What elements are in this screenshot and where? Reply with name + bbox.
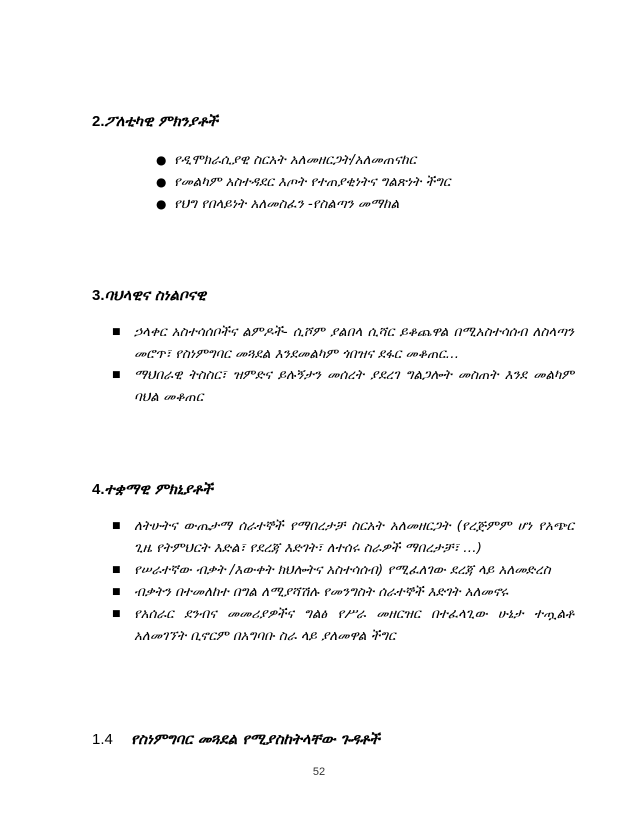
list-item-text: የህግ የበላይነት አለመስፈን -የስልጣን መማከል (174, 196, 400, 212)
list-item-text: የአሰራር ደንብና መመሪያዎችና ግልፅ የሥራ መዘርዝር በተፈላጊው ሁኔታ ተጧልቶ አለመገኘት ቢኖርም በአግባቡ ስራ ላይ ያለመዋል ችግር (134, 606, 574, 644)
bullet-icon: ■ (112, 565, 121, 575)
section-3-heading (92, 286, 206, 304)
section-2-number: 2. (92, 113, 105, 130)
list-item-text: የሠራተኛው ብቃት /እውቀት ክህሎትና አስተሳሰብ) የሚፈለገው ደረጃ ላይ አለመድረስ (134, 562, 551, 578)
section-4-title: ተቋማዊ ምክኒያቶች (104, 480, 213, 498)
bullet-icon: ● (156, 153, 167, 167)
list-item (156, 171, 559, 193)
list-item (112, 322, 574, 365)
bullet-icon: ■ (112, 609, 121, 619)
section-4-list (112, 515, 574, 647)
section-3-list (112, 322, 574, 408)
bullet-icon: ■ (112, 370, 121, 380)
list-item (112, 515, 574, 559)
section-2-title: ፖለቲካዊ ምክንያቶች (104, 112, 218, 130)
bullet-icon: ■ (112, 327, 121, 337)
list-item (156, 193, 559, 215)
list-item (156, 149, 559, 171)
list-item (112, 559, 574, 581)
list-item-text: የዲሞክራሲያዊ ስርአት አለመዘርጋት/አለመጠናከር (174, 152, 417, 168)
section-2-heading (92, 112, 218, 130)
bullet-icon: ● (156, 197, 167, 211)
subsection-number: 1.4 (92, 731, 113, 748)
list-item (112, 581, 574, 603)
bullet-icon: ■ (112, 587, 121, 597)
list-item-text: ብቃትን በተመለከተ በግል ለሚያሻሽሉ የመንግስት ሰራተኞች እድገት አለመኖሩ (134, 584, 508, 600)
subsection-title: የስነምግባር መጓደል የሚያስከትላቸው ጉዳቶች (130, 730, 380, 748)
list-item (112, 365, 574, 408)
section-2-list (156, 149, 559, 215)
bullet-icon: ● (156, 175, 167, 189)
page-number: 52 (312, 766, 326, 778)
subsection-heading (92, 730, 380, 748)
list-item-text: ማህበራዊ ትስስር፣ ዝምድና ይሉኝታን መሰረት ያደረገ ግልጋሎት መስጠት እንደ መልካም ባህል መቆጠር (134, 367, 574, 405)
section-4-heading (92, 480, 213, 498)
list-item-text: ለትሁትና ውጤታማ ሰራተኞች የማበረታቻ ስርአት አለመዘርጋት (የረጅምም ሆነ የአጭር ጊዜ የትምህርት እድል፣ የደረጃ እድገት፣ ለተሰሩ ስራዎች ማበረታቻ፣ …) (134, 518, 574, 556)
section-3-title: ባህላዊና ስነልቦናዊ (104, 286, 206, 304)
list-item-text: የመልካም አስተዳደር እጦት የተጠያቂነትና ግልጽነት ችግር (174, 174, 451, 190)
bullet-icon: ■ (112, 521, 121, 531)
section-3-number: 3. (92, 287, 105, 304)
list-item-text: ኃላቀር አስተሳሰቦችና ልምዶች- ሲሾም ያልበላ ሲሻር ይቆጨዋል በሚአስተሳሰብ ለስላጣን መሮጥ፣ የስነምግባር መጓደል እንደመልካም ጎበዝና ደፋር መቆጠር… (134, 324, 574, 362)
section-4-number: 4. (92, 481, 105, 498)
list-item (112, 603, 574, 647)
